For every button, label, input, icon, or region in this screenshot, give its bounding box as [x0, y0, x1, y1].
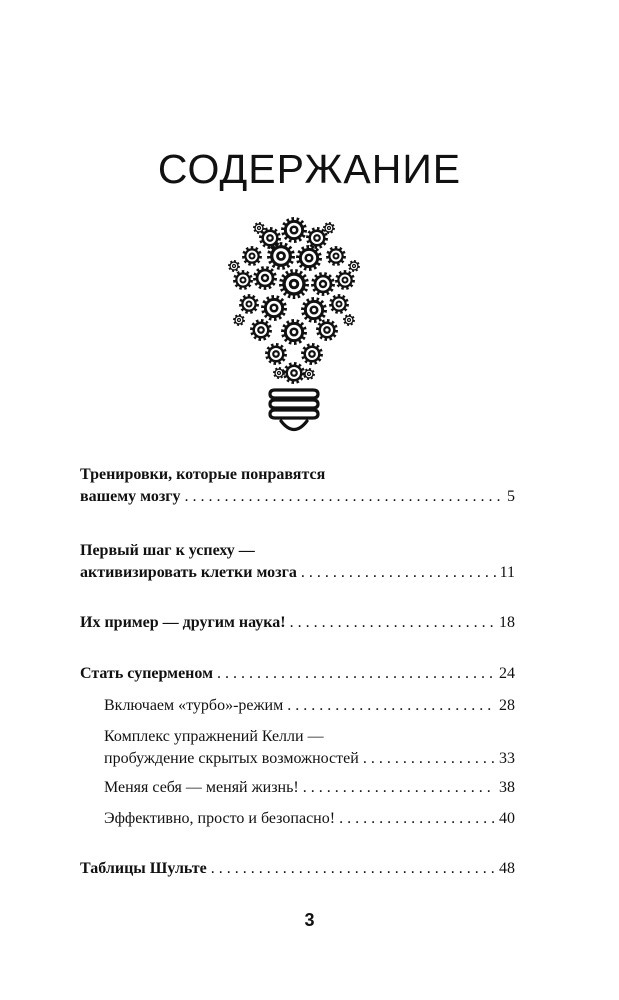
toc-entry-title: Таблицы Шульте — [80, 860, 207, 877]
toc-leader-dots — [211, 858, 495, 880]
toc-page-number: 5 — [507, 488, 515, 505]
toc-entry-title: Эффективно, просто и безопасно! — [104, 810, 336, 827]
toc-entry-title: Включаем «турбо»-режим — [104, 697, 284, 714]
toc-page-number: 24 — [499, 665, 515, 682]
toc-leader-dots — [339, 808, 495, 830]
toc-subentry[interactable] — [104, 777, 515, 799]
toc-page-number: 38 — [499, 779, 515, 796]
toc-leader-dots — [301, 562, 496, 584]
toc-page-number: 40 — [499, 810, 515, 827]
toc-entry[interactable] — [80, 464, 515, 508]
lightbulb-gears-icon — [219, 208, 369, 438]
toc-page-number: 11 — [499, 564, 515, 581]
toc-page-number: 33 — [499, 750, 515, 767]
toc-entry-title: Меняя себя — меняй жизнь! — [104, 779, 299, 796]
toc-entry[interactable] — [80, 612, 515, 634]
toc-leader-dots — [303, 777, 495, 799]
toc-entry-title-line2: активизировать клетки мозга — [80, 564, 297, 581]
toc-entry-title-line1: Первый шаг к успеху — — [80, 542, 255, 559]
toc-page-number: 18 — [499, 614, 515, 631]
page-number: 3 — [304, 910, 315, 930]
toc-entry[interactable] — [80, 663, 515, 685]
toc-entry-title-line1: Комплекс упражнений Келли — — [104, 728, 324, 745]
toc-subentry[interactable] — [104, 808, 515, 830]
toc-leader-dots — [185, 486, 503, 508]
toc-leader-dots — [363, 748, 495, 770]
page-title: СОДЕРЖАНИЕ — [157, 146, 462, 192]
toc-entry-title: Стать суперменом — [80, 665, 213, 682]
toc-subentry[interactable] — [104, 695, 515, 717]
toc-entry-title: Их пример — другим наука! — [80, 614, 286, 631]
toc-leader-dots — [217, 663, 495, 685]
toc-entry[interactable] — [80, 858, 515, 880]
toc-leader-dots — [290, 612, 495, 634]
toc-page-number: 28 — [499, 697, 515, 714]
toc-entry-title-line2: пробуждение скрытых возможностей — [104, 750, 359, 767]
toc-page-number: 48 — [499, 860, 515, 877]
toc-leader-dots — [287, 695, 495, 717]
toc-entry[interactable] — [80, 540, 515, 584]
toc-entry-title-line1: Тренировки, которые понравятся — [80, 466, 326, 483]
toc-entry-title-line2: вашему мозгу — [80, 488, 181, 505]
toc-subentry[interactable] — [104, 726, 515, 770]
